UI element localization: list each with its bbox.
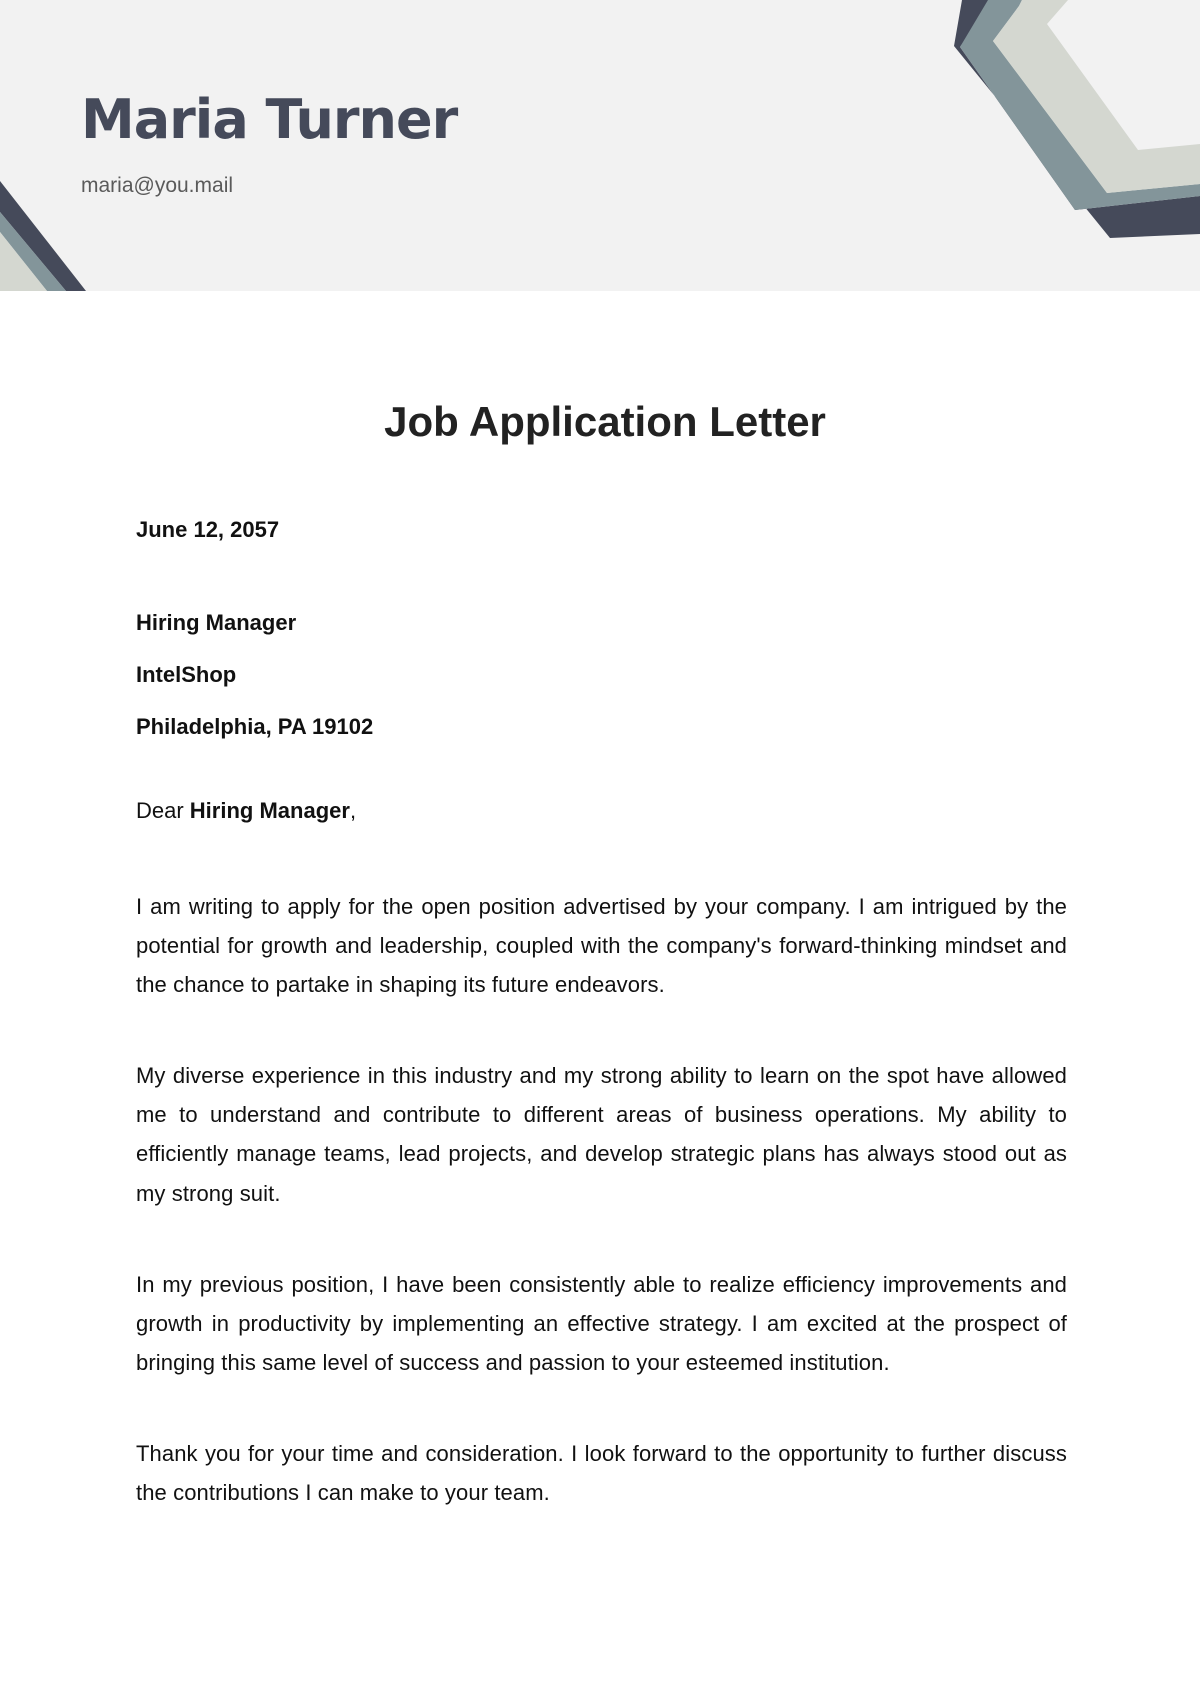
letterhead — [0, 0, 1200, 291]
body-paragraph-4: Thank you for your time and consideration. I look forward to the opportunity to further discuss the contributions I can make to your team. — [136, 1441, 1067, 1506]
body-paragraph-1: I am writing to apply for the open position advertised by your company. I am intrigued by the potential for growth and leadership, coupled with the company's forward-thinking mindset and the chance to partake in shaping its future endeavors. — [136, 894, 1067, 998]
salutation — [136, 798, 1067, 824]
letter-date: June 12, 2057 — [136, 517, 280, 542]
recipient-block — [136, 604, 1067, 760]
salutation-suffix: , — [349, 798, 357, 823]
recipient-address: Philadelphia, PA 19102 — [136, 714, 374, 739]
recipient-name: Hiring Manager — [136, 610, 297, 635]
body-paragraph-3: In my previous position, I have been consistently able to realize efficiency improvements and growth in productivity by implementing an effective strategy. I am excited at the prospect of bringing this same level of success and passion to your esteemed institution. — [136, 1272, 1067, 1376]
sender-email: maria@you.mail — [81, 174, 234, 197]
sender-name: Maria Turner — [81, 88, 458, 151]
salutation-name: Hiring Manager — [189, 798, 350, 823]
letter-title: Job Application Letter — [384, 398, 826, 445]
body-paragraph-2: My diverse experience in this industry and my strong ability to learn on the spot have allowed me to understand and contribute to different areas of business operations. My ability to efficiently manage teams, lead projects, and develop strategic plans has always stood out as my strong suit. — [136, 1063, 1067, 1206]
salutation-prefix: Dear — [136, 798, 190, 823]
recipient-company: IntelShop — [136, 662, 237, 687]
